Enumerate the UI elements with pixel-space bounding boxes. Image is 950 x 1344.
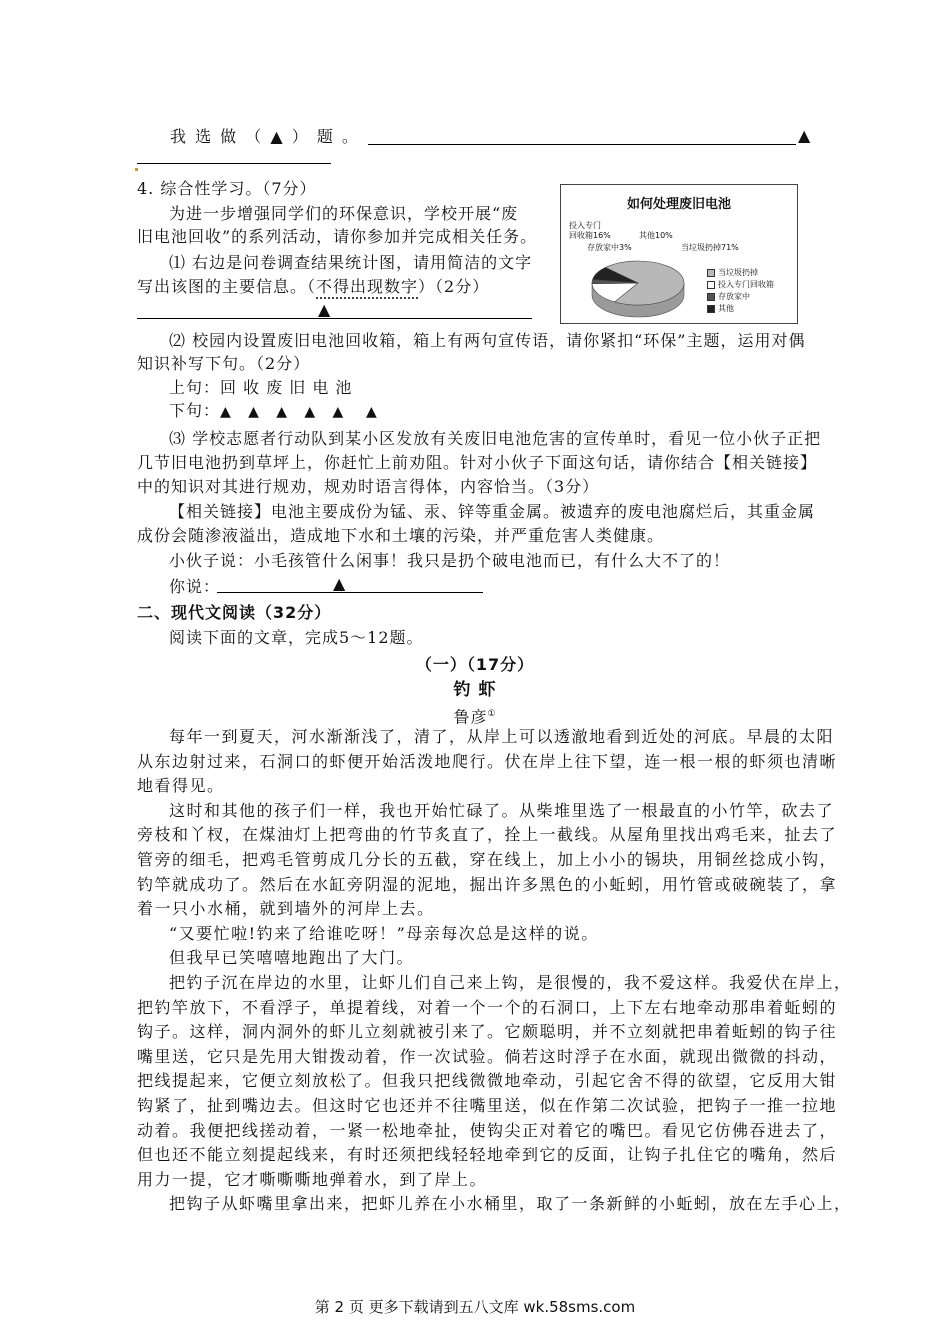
young-man-says: 小伙子说：小毛孩管什么闲事！我只是扔个破电池而已，有什么大不了的！ <box>169 551 731 570</box>
q4-heading: 4. 综合性学习。（7分） <box>137 179 317 198</box>
article-line: 把线提起来，它便立刻放松了。但我只把线微微地牵动，引起它舍不得的欲望，它反用大钳 <box>137 1071 838 1090</box>
article-line: 钓竿就成功了。然后在水缸旁阴湿的泥地，掘出许多黑色的小蚯蚓，用竹管或破碗装了，拿 <box>137 875 838 894</box>
lower-couplet: 下句：▲ ▲ ▲ ▲ ▲ ▲ <box>169 401 378 420</box>
article-title: 钓 虾 <box>453 680 497 700</box>
article-line: 着一只小水桶，就到墙外的河岸上去。 <box>137 899 435 918</box>
article-line: 但我早已笑嘻嘻地跑出了大门。 <box>169 948 415 967</box>
article-line: 钩紧了，扯到嘴边去。但这时它也还并不往嘴里送，似在作第二次试验，把钩子一推一拉地 <box>137 1096 838 1115</box>
article-author: 鲁彦① <box>453 707 497 727</box>
lower-couplet-marks[interactable]: ▲ ▲ ▲ ▲ ▲ ▲ <box>220 404 378 420</box>
emphasis-no-numbers: 不得出现数字 <box>316 277 419 296</box>
top-answer-blank[interactable] <box>368 144 796 145</box>
article-line: 地看得见。 <box>137 776 225 795</box>
q4-sub1-line2: 写出该图的主要信息。（不得出现数字）（2分） <box>137 277 490 296</box>
legend-other: 其他 <box>707 303 734 314</box>
section2-instruction: 阅读下面的文章，完成5～12题。 <box>169 628 424 647</box>
legend-recycle: 投入专门回收箱 <box>707 279 774 290</box>
article-line: 从东边射过来，石洞口的虾便开始活泼地爬行。伏在岸上往下望，连一根一根的虾须也清晰 <box>137 752 838 771</box>
top-choice-label: 我 选 做 （ ▲ ） 题 。 <box>170 127 360 146</box>
q4-sub3-line1: ⑶ 学校志愿者行动队到某小区发放有关废旧电池危害的宣传单时，看见一位小伙子正把 <box>169 429 822 448</box>
battery-pie-chart <box>560 184 798 324</box>
q4-intro-2: 旧电池回收”的系列活动，请你参加并完成相关任务。 <box>137 227 538 246</box>
article-line: 把钓子沉在岸边的水里，让虾儿们自己来上钩，是很慢的，我不爱这样。我爱伏在岸上， <box>169 973 852 992</box>
top-choice-line <box>170 124 360 147</box>
sub1-answer-blank[interactable] <box>137 318 532 319</box>
label-home: 存放家中3% <box>587 243 632 252</box>
related-link-1: 【相关链接】电池主要成份为锰、汞、锌等重金属。被遗弃的废电池腐烂后，其重金属 <box>169 502 816 521</box>
related-link-2: 成份会随渗液溢出，造成地下水和土壤的污染，并严重危害人类健康。 <box>137 526 665 545</box>
label-recycle-bin: 投入专门 回收箱16% <box>569 221 611 240</box>
q4-sub3-line3: 中的知识对其进行规劝，规劝时语言得体，内容恰当。（3分） <box>137 477 600 496</box>
article-line: 管旁的细毛，把鸡毛管剪成几分长的五截，穿在线上，加上小小的锡块，用铜丝捻成小钩， <box>137 850 838 869</box>
page-footer: 第 2 页 更多下载请到五八文库 wk.58sms.com <box>314 1298 636 1316</box>
label-trash: 当垃圾扔掉71% <box>681 243 739 252</box>
article-line: 动着。我便把线搓动着，一紧一松地牵扯，使钩尖正对着它的嘴巴。看见它仿佛吞进去了， <box>137 1121 838 1140</box>
chart-title: 如何处理废旧电池 <box>626 197 731 212</box>
article-line: “又要忙啦!钓来了给谁吃呀！”母亲每次总是这样的说。 <box>169 924 599 943</box>
q4-sub2-line1: ⑵ 校园内设置废旧电池回收箱，箱上有两句宣传语，请你紧扣“环保”主题，运用对偶 <box>169 331 806 350</box>
you-say-blank[interactable] <box>217 592 483 593</box>
article-line: 把钓竿放下，不看浮子，单提着线，对着一个一个的石洞口，上下左右地牵动那串着蚯蚓的 <box>137 998 838 1017</box>
article-line: 钩子。这样，洞内洞外的虾儿立刻就被引来了。它颇聪明，并不立刻就把串着蚯蚓的钩子往 <box>137 1022 838 1041</box>
sub1-answer-mark: ▲ <box>318 300 331 319</box>
margin-dot <box>135 156 138 175</box>
top-answer-mark: ▲ <box>798 126 811 145</box>
you-say-mark: ▲ <box>333 574 346 593</box>
q4-sub3-line2: 几节旧电池扔到草坪上，你赶忙上前劝阻。针对小伙子下面这句话，请你结合【相关链接】 <box>137 453 818 472</box>
article-line: 旁枝和丫杈，在煤油灯上把弯曲的竹节炙直了，拴上一截线。从屋角里找出鸡毛来，扯去了 <box>137 825 838 844</box>
top-short-rule <box>137 163 331 164</box>
label-other: 其他10% <box>639 231 673 240</box>
pie-svg <box>561 185 797 323</box>
article-line: 嘴里送，它只是先用大钳拨动着，作一次试验。倘若这时浮子在水面，就现出微微的抖动， <box>137 1047 838 1066</box>
article-line: 每年一到夏天，河水渐渐浅了，清了，从岸上可以透澈地看到近处的河底。早晨的太阳 <box>169 727 835 746</box>
part-one-heading: （一）（17分） <box>415 655 535 674</box>
article-line: 用力一提，它才嘶嘶嘶地弹着水，到了岸上。 <box>137 1170 488 1189</box>
q4-sub2-line2: 知识补写下句。（2分） <box>137 354 311 373</box>
q4-sub1-line1: ⑴ 右边是问卷调查结果统计图，请用简洁的文字 <box>169 253 533 272</box>
legend-trash: 当垃圾扔掉 <box>707 267 758 278</box>
article-line: 把钩子从虾嘴里拿出来，把虾儿养在小水桶里，取了一条新鲜的小蚯蚓，放在左手心上， <box>169 1194 852 1213</box>
legend-home: 存放家中 <box>707 291 750 302</box>
article-line: 这时和其他的孩子们一样，我也开始忙碌了。从柴堆里选了一根最直的小竹竿，砍去了 <box>169 801 835 820</box>
article-line: 但也还不能立刻提起线来，有时还须把线轻轻地牵到它的反面，让钩子扎住它的嘴角，然后 <box>137 1145 838 1164</box>
upper-couplet: 上句：回 收 废 旧 电 池 <box>169 378 353 397</box>
you-say-label: 你说： <box>169 577 221 596</box>
q4-intro-1: 为进一步增强同学们的环保意识，学校开展“废 <box>169 204 519 223</box>
section2-heading: 二、现代文阅读（32分） <box>137 603 332 622</box>
